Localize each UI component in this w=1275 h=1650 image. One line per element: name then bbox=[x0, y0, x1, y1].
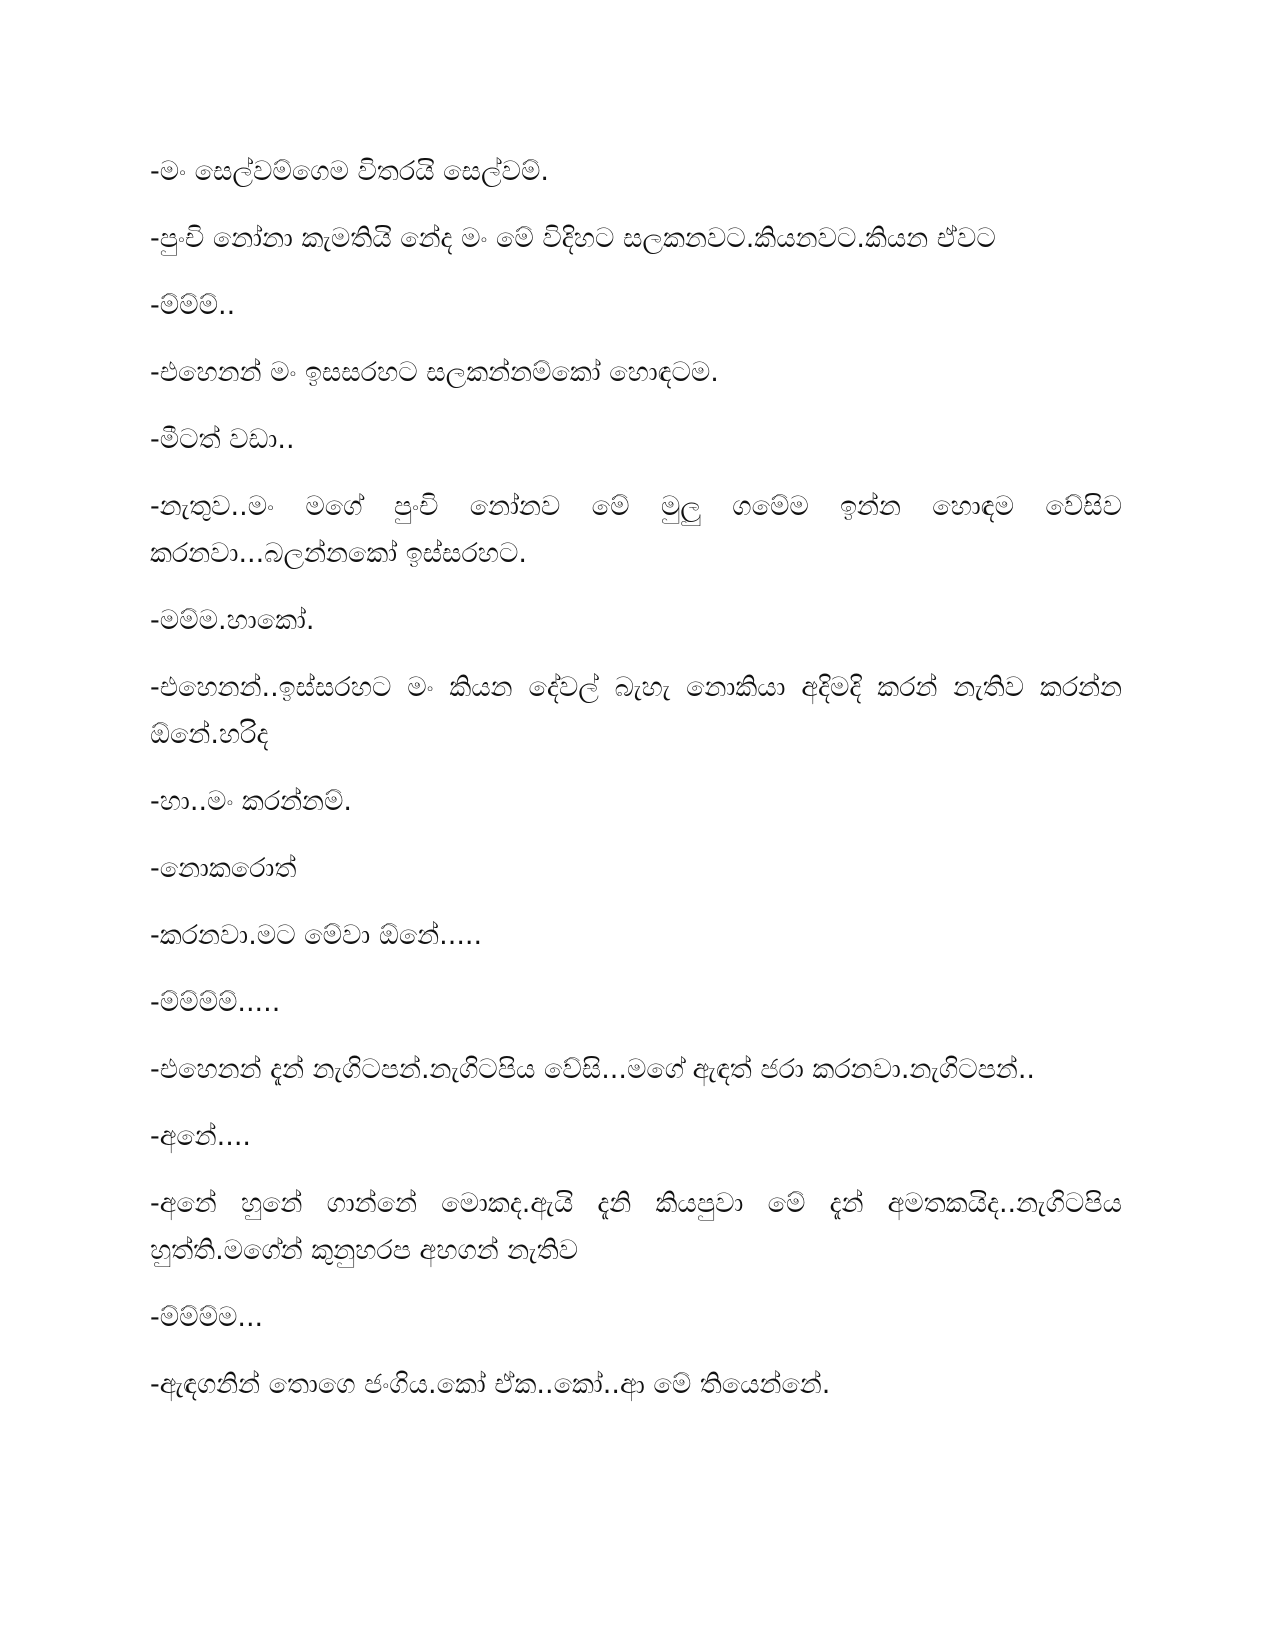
paragraph: -මං සෙල්වම්ගෙම විතරයි සෙල්වම්. bbox=[150, 156, 549, 187]
text-body bbox=[150, 148, 1122, 1428]
paragraph: -පුංචි නෝනා කැමතියි නේද මං මේ විදිහට සලකනවට.කියනවට.කියන ඒවට bbox=[150, 223, 996, 254]
paragraph: -අනේ.... bbox=[150, 1121, 252, 1152]
paragraph: -එහෙනන් දැන් නැගිටපන්.නැගිටපිය වේසි...මගේ ඇඳත් ජරා කරනවා.නැගිටපන්.. bbox=[150, 1054, 1035, 1085]
paragraph: -ම්ම්ම්ම... bbox=[150, 1302, 264, 1333]
paragraph: -අනේ හුනේ ගාන්නේ මොකද.ඇයි දැනි කියපුවා මේ දැන් අමතකයිද..නැගිටපිය හුත්ති.මගේන් කුනුහරප අහගන් නැතිව bbox=[150, 1188, 1122, 1266]
paragraph: -එහෙනන් මං ඉසසරහට සලකන්නම්කෝ හොඳටම. bbox=[150, 357, 719, 388]
paragraph: -කරනවා.මට මේවා ඕනේ..... bbox=[150, 920, 483, 951]
paragraph: -ඇඳගනින් තොගෙ ජංගිය.කෝ ඒක..කෝ..ආ මේ තියෙන්නේ. bbox=[150, 1369, 831, 1400]
paragraph: -ම්ම්ම්.. bbox=[150, 290, 236, 321]
paragraph: -මම්ම.හාකෝ. bbox=[150, 605, 315, 636]
paragraph: -නොකරොත් bbox=[150, 853, 297, 884]
paragraph: -හා..මං කරන්නම්. bbox=[150, 786, 352, 817]
paragraph: -මීටත් වඩා.. bbox=[150, 424, 295, 455]
paragraph: -එහෙනන්..ඉස්සරහට මං කියන දේවල් බැහැ නොකියා අදිමදි කරන් නැතිව කරන්න ඕනේ.හරිද bbox=[150, 672, 1122, 750]
paragraph: -ම්ම්ම්ම්..... bbox=[150, 987, 281, 1018]
paragraph: -නැතුව..මං මගේ පුංචි නෝනව මේ මුලු ගමේම ඉන්න හොඳම වේසිව කරනවා...බලන්නකෝ ඉස්සරහට. bbox=[150, 491, 1122, 569]
